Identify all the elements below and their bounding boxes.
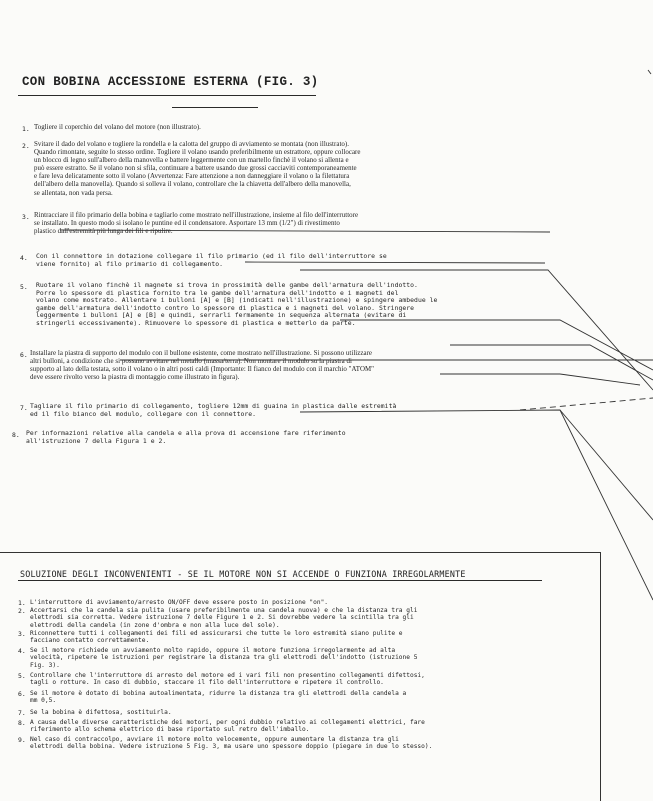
step-text: Ruotare il volano finchè il magnete si trova in prossimità delle gambe dell'armatura dell'indotto. Porre lo spessore di plastica fornito tra le gambe dell'armatura dell'indotto e i magneti del volano come mostrato. Allentare i bulloni [A] e [B] (indicati nell'illustrazione) e spingere ambedue le gambe dell'armatura dell'indotto contro lo spessore di plastica e i magneti del volano. Stringere leggermente i bulloni [A] e [B] e quindi, serrarli fermamente in sequenza alternata (evitare di stringerli eccessivamente). Rimuovere lo spessore di plastica e metterlo da parte. (36, 281, 438, 327)
list-item: A causa delle diverse caratteristiche dei motori, per ogni dubbio relativo ai collegamenti elettrici, fare riferimento allo schema elettrico di base riportato sul retro dell'imballo. (30, 719, 425, 734)
list-item-number: 3. (18, 630, 26, 638)
list-item-number: 7. (18, 709, 26, 717)
step-number: 5. (20, 283, 28, 291)
list-item-number: 9. (18, 736, 26, 744)
step-number: 6. (20, 351, 28, 359)
list-item: Se il motore è dotato di bobina autoalimentata, ridurre la distanza tra gli elettrodi della candela a mm 0,5. (30, 690, 407, 705)
list-item: Se la bobina è difettosa, sostituirla. (30, 709, 172, 716)
step-text: Per informazioni relative alla candela e alla prova di accensione fare riferimento all'istruzione 7 della Figura 1 e 2. (26, 429, 346, 445)
step-number: 7. (20, 404, 28, 412)
step-number: 1. (22, 125, 30, 133)
troubleshooting-title: SOLUZIONE DEGLI INCONVENIENTI - SE IL MOTORE NON SI ACCENDE O FUNZIONA IRREGOLARMENTE (20, 569, 466, 579)
list-item: Controllare che l'interruttore di arresto del motore ed i vari fili non presentino collegamenti difettosi, tagli o rotture. In caso di dubbio, staccare il filo dell'interruttore e ripetere il controllo. (30, 672, 425, 687)
step-text: Con il connettore in dotazione collegare il filo primario (ed il filo dell'interruttore se viene fornito) al filo primario di collegamento. (36, 252, 387, 268)
corner-mark (648, 70, 651, 74)
section-title: CON BOBINA ACCESSIONE ESTERNA (FIG. 3) (22, 75, 319, 89)
step-text: Tagliare il filo primario di collegamento, togliere 12mm di guaina in plastica dalle estremità ed il filo bianco del modulo, collegare con il connettore. (30, 402, 397, 418)
list-item-number: 4. (18, 647, 26, 655)
list-item: Nel caso di contraccolpo, avviare il motore molto velocemente, oppure aumentare la distanza tra gli elettrodi della bobina. Vedere istruzione 5 Fig. 3, ma usare uno spessore doppio (piegare in due lo stesso). (30, 736, 433, 751)
list-item-number: 2. (18, 607, 26, 615)
list-item-number: 5. (18, 672, 26, 680)
step-number: 3. (22, 213, 30, 221)
list-item-number: 8. (18, 719, 26, 727)
list-item-number: 1. (18, 599, 26, 607)
list-item: L'interruttore di avviamento/arresto ON/OFF deve essere posto in posizione "on". (30, 599, 329, 606)
list-item-number: 6. (18, 690, 26, 698)
step-text: Installare la piastra di supporto del modulo con il bullone esistente, come mostrato nell'illustrazione. Si possono utilizzare altri bulloni, a condizione che si possano avvitare nel metallo (massa/terra). Non montare il modulo su la piastra di supporto al lato della testata, sotto il volano o in altri posti caldi (Importante: Il fianco del modulo con il marchio "ATOM" deve essere rivolto verso la piastra di montaggio come illustrato in figura). (30, 350, 375, 382)
troubleshooting-title-underline (18, 580, 542, 581)
step-number: 4. (20, 254, 28, 262)
step-text: Svitare il dado del volano e togliere la rondella e la calotta del gruppo di avviamento se montata (non illustrato). Quando rimontate, seguite lo stesso ordine. Togliere il volano usando preferibilmente un estrattore, oppure collocare un blocco di legno sull'albero della manovella e battere leggermente con un martello finchè il volano si allenta e può essere estratto. Se il volano non si sfila, continuare a battere usando due grossi cacciaviti contemporaneamente e fare leva delicatamente sotto il volano (Avvertenza: Fare attenzione a non danneggiare il volano o la filettatura dell'albero della manovella). Quando si solleva il volano, controllare che la chiavetta dell'albero della manovella, se allentata, non vada persa. (34, 141, 361, 197)
step-text: Rintracciare il filo primario della bobina e tagliarlo come mostrato nell'illustrazione, insieme al filo dell'interruttore se installato. In questo modo si isolano le puntine ed il condensatore. Asportare 13 mm (1/2") di rivestimento plastico dall'estremità più lunga dei fili e ripulire. (34, 212, 359, 236)
list-item: Se il motore richiede un avviamento molto rapido, oppure il motore funziona irregolarmente ad alta velocità, ripetere le istruzioni per registrare la distanza tra gli elettrodi dell'indotto (istruzione 5 Fig. 3). (30, 647, 418, 669)
step-text: Togliere il coperchio del volano del motore (non illustrato). (34, 124, 201, 131)
list-item: Accertarsi che la candela sia pulita (usare preferibilmente una candela nuova) e che la distanza tra gli elettrodi sia corretta. Vedere istruzione 7 delle Figure 1 e 2. Si dovrebbe vedere la scintilla tra gli elettrodi della candela (in zone d'ombra e non alla luce del sole). (30, 607, 418, 629)
list-item: Riconnettere tutti i collegamenti dei fili ed assicurarsi che tutte le loro estremità siano pulite e facciano contatto correttamente. (30, 630, 403, 645)
step-number: 2. (22, 142, 30, 150)
step-number: 8. (12, 431, 20, 439)
